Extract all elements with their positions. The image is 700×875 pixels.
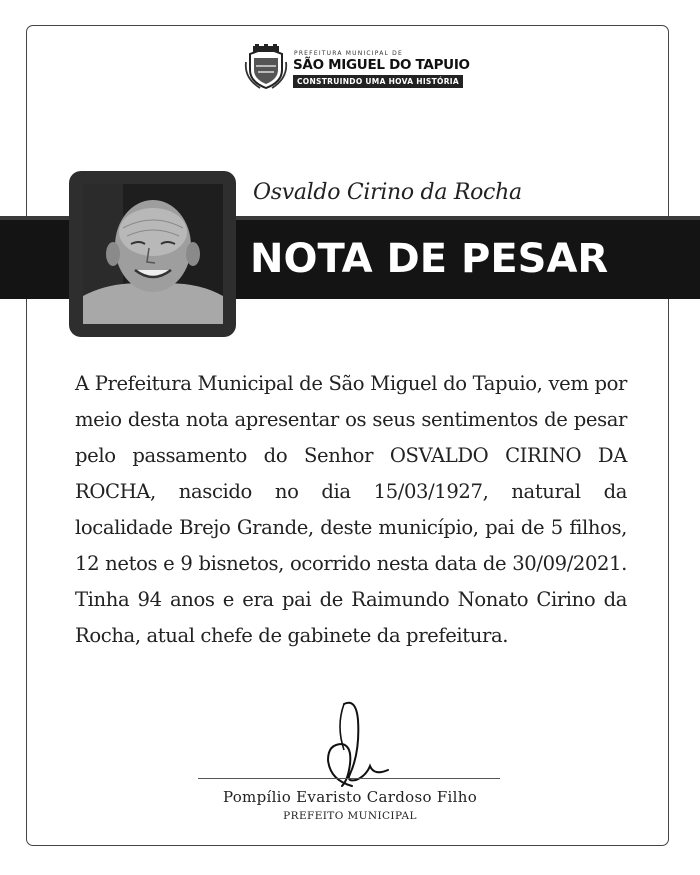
deceased-name: Osvaldo Cirino da Rocha [253,180,522,205]
logo-tagline: CONSTRUINDO UMA HOVA HISTÓRIA [293,75,463,88]
logo-city-name: SÃO MIGUEL DO TAPUIO [293,57,470,73]
coat-of-arms-icon [244,44,288,90]
portrait-photo-icon [83,184,223,324]
signer-role: PREFEITO MUNICIPAL [283,810,417,822]
signer-name: Pompílio Evaristo Cardoso Filho [222,788,478,806]
logo-subtitle: PREFEITURA MUNICIPAL DE [294,50,403,57]
notice-body: A Prefeitura Municipal de São Miguel do Tapuio, vem por meio desta nota apresentar os seus sentimentos de pesar pelo passamento do Senhor OSVALDO CIRINO DA ROCHA, nascido no dia 15/03/1927, natural da localidade Brejo Grande, deste município, pai de 5 filhos, 12 netos e 9 bisnetos, ocorrido nesta data de 30/09/2021. Tinha 94 anos e era pai de Raimundo Nonato Cirino da Rocha, atual chefe de gabinete da prefeitura. [75,372,627,647]
handwritten-signature-icon [322,700,392,790]
notice-title: NOTA DE PESAR [250,236,609,282]
signature-line [198,778,500,779]
municipal-logo [244,44,470,92]
